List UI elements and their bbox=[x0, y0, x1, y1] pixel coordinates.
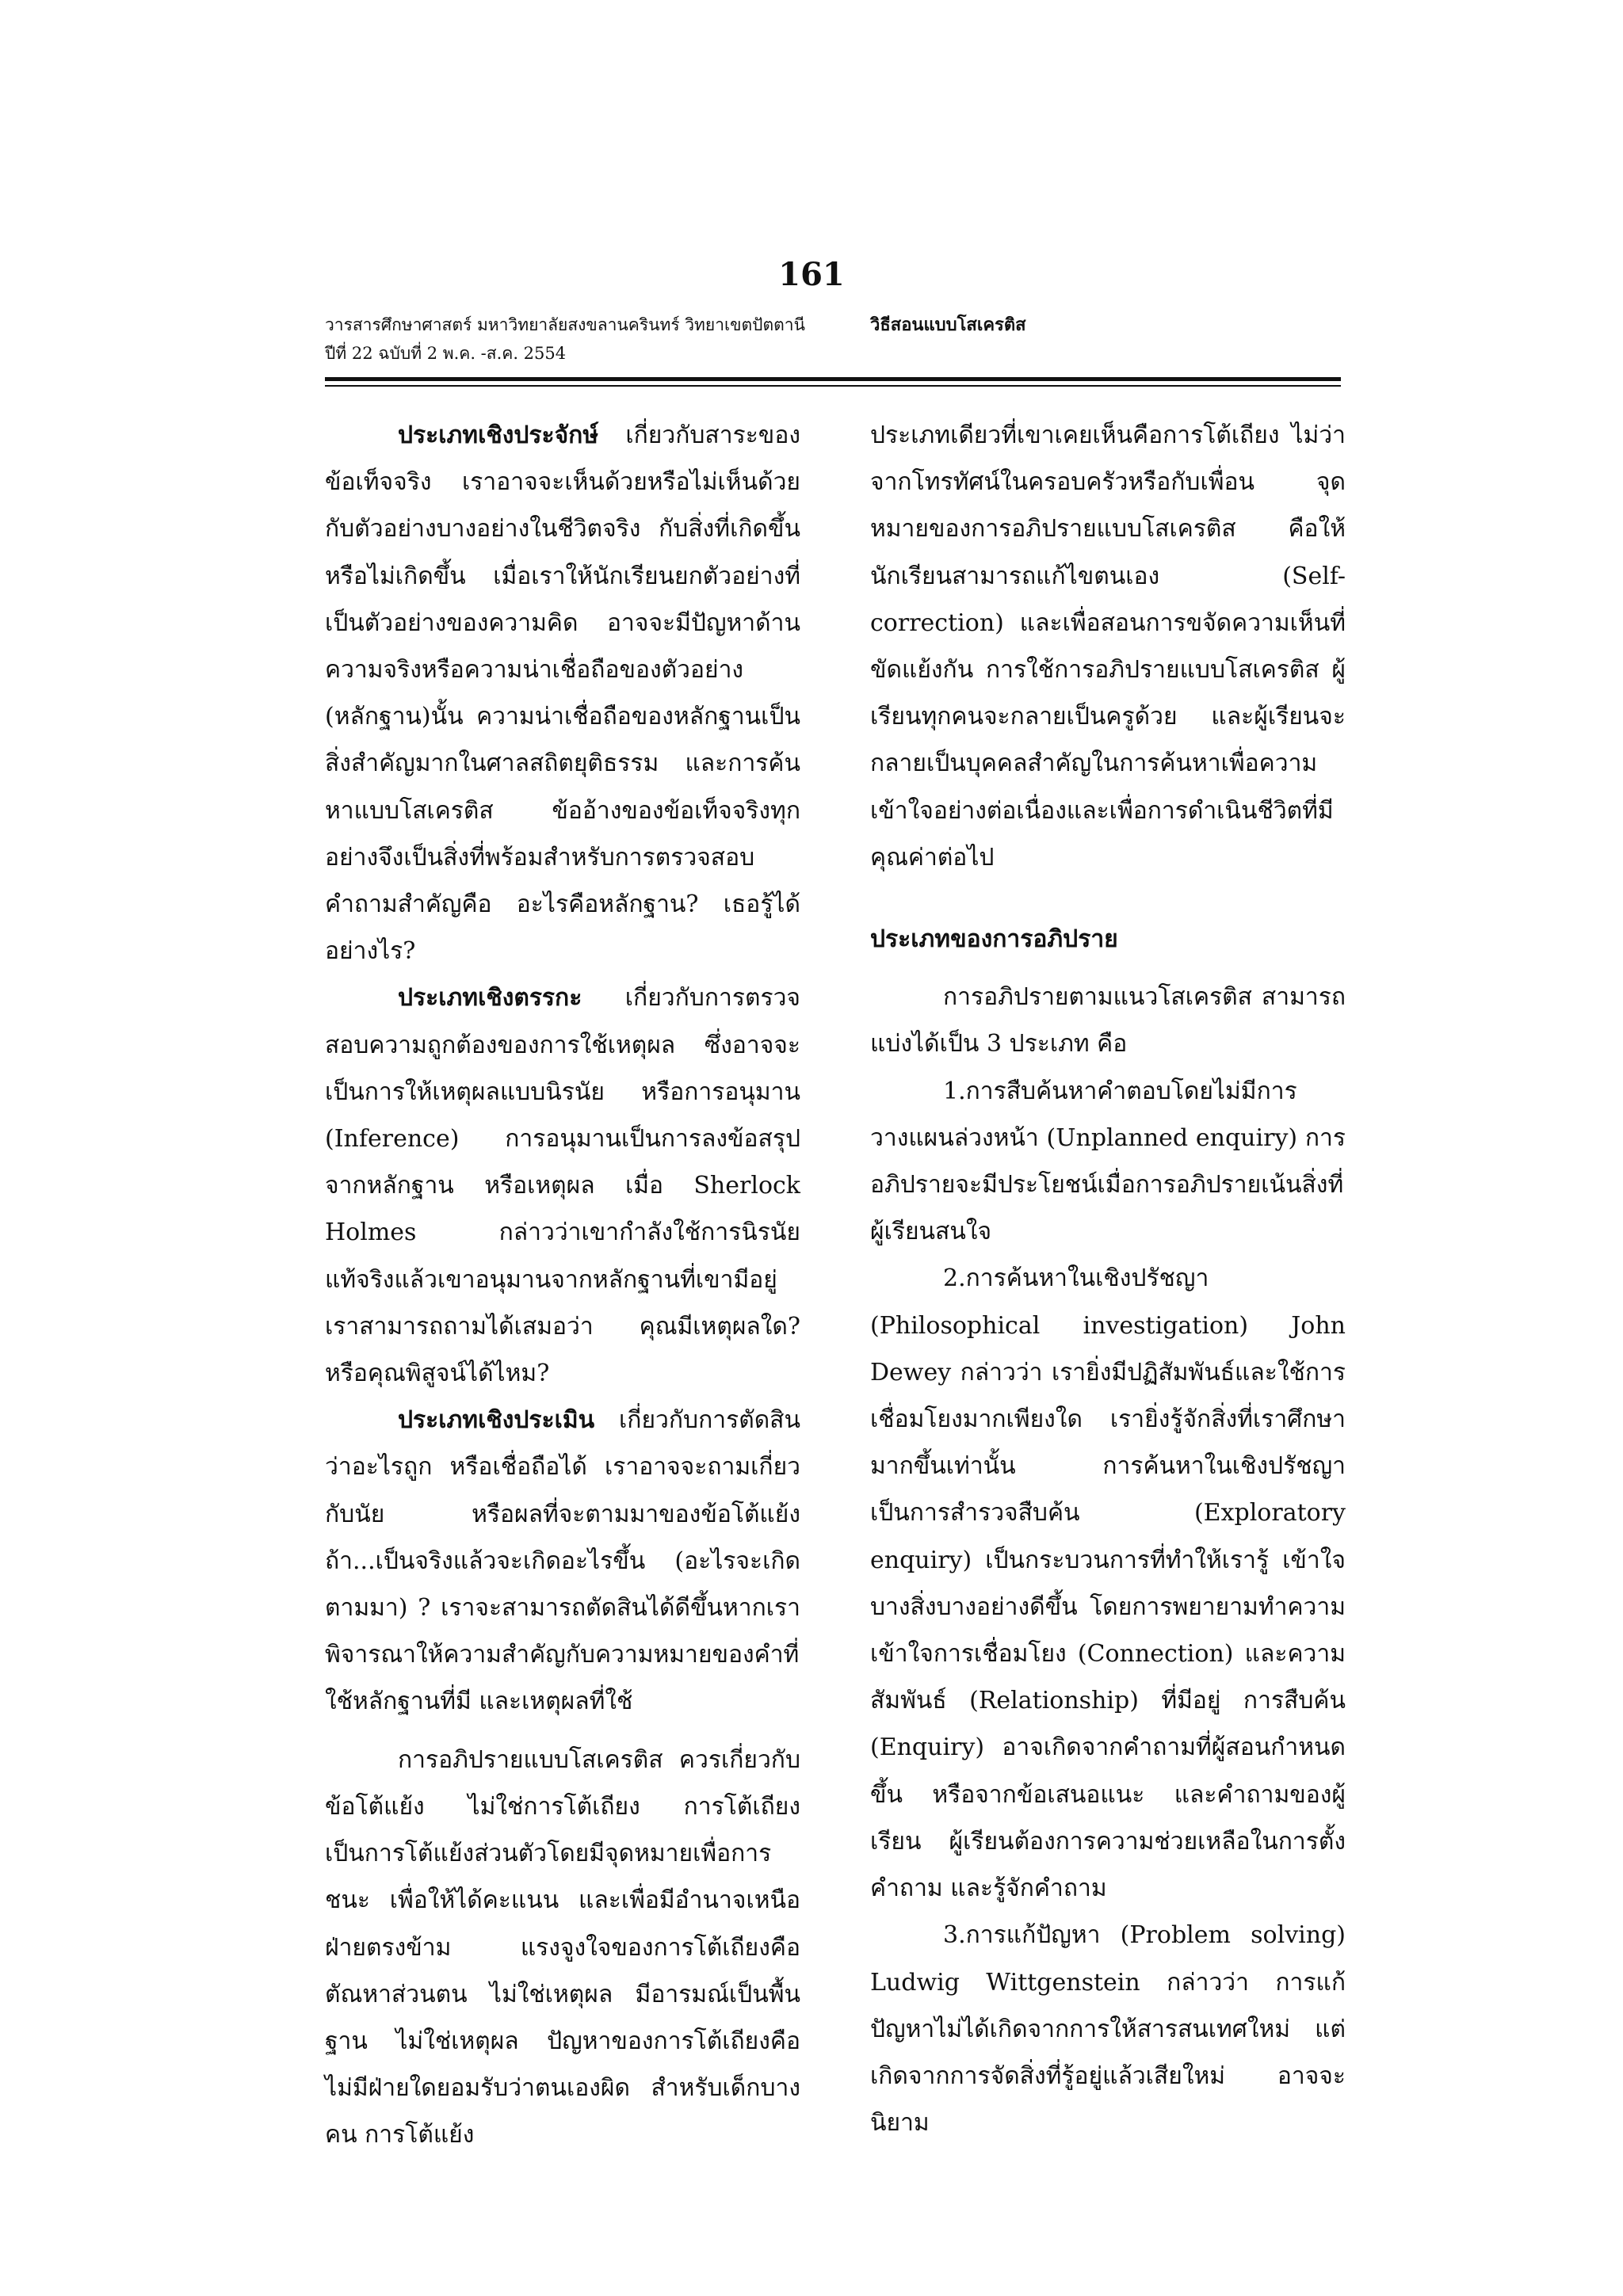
term-evaluative: ประเภทเชิงประเมิน bbox=[398, 1406, 595, 1435]
page-number: 161 bbox=[778, 256, 845, 293]
paragraph-continued: ประเภทเดียวที่เขาเคยเห็นคือการโต้เถียง ไม่ว่าจากโทรทัศน์ในครอบครัวหรือกับเพื่อน จุดหมายของการอภิปรายแบบโสเครติส คือให้นักเรียนสามารถแก้ไขตนเอง (Self-correction) และเพื่อสอนการขจัดความเห็นที่ขัดแย้งกัน การใช้การอภิปรายแบบโสเครติส ผู้เรียนทุกคนจะกลายเป็นครูด้วย และผู้เรียนจะกลายเป็นบุคคลสำคัญในการค้นหาเพื่อความเข้าใจอย่างต่อเนื่องและเพื่อการดำเนินชีวิตที่มีคุณค่าต่อไป bbox=[870, 421, 1346, 871]
header-rule-thick bbox=[325, 377, 1341, 381]
journal-issue: ปีที่ 22 ฉบับที่ 2 พ.ค. -ส.ค. 2554 bbox=[325, 344, 567, 363]
section-heading: ประเภทของการอภิปราย bbox=[870, 925, 1118, 954]
paragraph-logical bbox=[325, 974, 800, 1397]
paragraph-empirical bbox=[325, 412, 800, 974]
term-logical: ประเภทเชิงตรรกะ bbox=[398, 984, 582, 1013]
paragraph-argument: การอภิปรายแบบโสเครติส ควรเกี่ยวกับข้อโต้แย้ง ไม่ใช่การโต้เถียง การโต้เถียงเป็นการโต้แย้งส่วนตัวโดยมีจุดหมายเพื่อการชนะ เพื่อให้ได้คะแนน และเพื่อมีอำนาจเหนือฝ่ายตรงข้าม แรงจูงใจของการโต้เถียงคือตัณหาส่วนตน ไม่ใช่เหตุผล มีอารมณ์เป็นพื้นฐาน ไม่ใช่เหตุผล ปัญหาของการโต้เถียงคือไม่มีฝ่ายใดยอมรับว่าตนเองผิด สำหรับเด็กบางคน การโต้แย้ง bbox=[325, 1745, 800, 2149]
left-column bbox=[325, 412, 800, 2159]
paragraph-text: เกี่ยวกับการตัดสินว่าอะไรถูก หรือเชื่อถือได้ เราอาจจะถามเกี่ยวกับนัย หรือผลที่จะตามมาของข้อโต้แย้ง ถ้า...เป็นจริงแล้วจะเกิดอะไรขึ้น (อะไรจะเกิดตามมา) ? เราจะสามารถตัดสินได้ดีขึ้นหากเราพิจารณาให้ความสำคัญกับความหมายของคำที่ใช้หลักฐานที่มี และเหตุผลที่ใช้ bbox=[325, 1406, 800, 1716]
paragraph-type-1: 1.การสืบค้นหาคำตอบโดยไม่มีการวางแผนล่วงหน้า (Unplanned enquiry) การอภิปรายจะมีประโยชน์เมื่อการอภิปรายเน้นสิ่งที่ผู้เรียนสนใจ bbox=[870, 1077, 1346, 1246]
paragraph-type-3: 3.การแก้ปัญหา (Problem solving) Ludwig Wittgenstein กล่าวว่า การแก้ปัญหาไม่ได้เกิดจากการให้สารสนเทศใหม่ แต่เกิดจากการจัดสิ่งที่รู้อยู่แล้วเสียใหม่ อาจจะนิยาม bbox=[870, 1921, 1346, 2138]
header-rule-thin bbox=[325, 385, 1341, 387]
paragraph-types-intro: การอภิปรายตามแนวโสเครติส สามารถแบ่งได้เป็น 3 ประเภท คือ bbox=[870, 983, 1346, 1058]
journal-info bbox=[325, 311, 805, 368]
journal-name: วารสารศึกษาศาสตร์ มหาวิทยาลัยสงขลานครินทร์ วิทยาเขตปัตตานี bbox=[325, 315, 805, 334]
paragraph-evaluative bbox=[325, 1397, 800, 1725]
paragraph-text: เกี่ยวกับการตรวจสอบความถูกต้องของการใช้เหตุผล ซึ่งอาจจะเป็นการให้เหตุผลแบบนิรนัย หรือการอนุมาน (Inference) การอนุมานเป็นการลงข้อสรุปจากหลักฐาน หรือเหตุผล เมื่อ Sherlock Holmes กล่าวว่าเขากำลังใช้การนิรนัย แท้จริงแล้วเขาอนุมานจากหลักฐานที่เขามีอยู่ เราสามารถถามได้เสมอว่า คุณมีเหตุผลใด? หรือคุณพิสูจน์ได้ไหม? bbox=[325, 984, 800, 1388]
paragraph-text: เกี่ยวกับสาระของข้อเท็จจริง เราอาจจะเห็นด้วยหรือไม่เห็นด้วยกับตัวอย่างบางอย่างในชีวิตจริง กับสิ่งที่เกิดขึ้นหรือไม่เกิดขึ้น เมื่อเราให้นักเรียนยกตัวอย่างที่เป็นตัวอย่างของความคิด อาจจะมีปัญหาด้านความจริงหรือความน่าเชื่อถือของตัวอย่าง (หลักฐาน)นั้น ความน่าเชื่อถือของหลักฐานเป็นสิ่งสำคัญมากในศาลสถิตยุติธรรม และการค้นหาแบบโสเครติส ข้ออ้างของข้อเท็จจริงทุกอย่างจึงเป็นสิ่งที่พร้อมสำหรับการตรวจสอบ คำถามสำคัญคือ อะไรคือหลักฐาน? เธอรู้ได้อย่างไร? bbox=[325, 421, 800, 966]
right-column bbox=[870, 412, 1346, 2146]
paragraph-type-2: 2.การค้นหาในเชิงปรัชญา (Philosophical investigation) John Dewey กล่าวว่า เรายิ่งมีปฏิสัมพันธ์และใช้การเชื่อมโยงมากเพียงใด เรายิ่งรู้จักสิ่งที่เราศึกษามากขึ้นเท่านั้น การค้นหาในเชิงปรัชญาเป็นการสำรวจสืบค้น (Exploratory enquiry) เป็นกระบวนการที่ทำให้เรารู้ เข้าใจบางสิ่งบางอย่างดีขึ้น โดยการพยายามทำความเข้าใจการเชื่อมโยง (Connection) และความสัมพันธ์ (Relationship) ที่มีอยู่ การสืบค้น (Enquiry) อาจเกิดจากคำถามที่ผู้สอนกำหนดขึ้น หรือจากข้อเสนอแนะ และคำถามของผู้เรียน ผู้เรียนต้องการความช่วยเหลือในการตั้งคำถาม และรู้จักคำถาม bbox=[870, 1264, 1346, 1903]
term-empirical: ประเภทเชิงประจักษ์ bbox=[398, 421, 599, 449]
running-title: วิธีสอนแบบโสเครติส bbox=[870, 315, 1026, 335]
